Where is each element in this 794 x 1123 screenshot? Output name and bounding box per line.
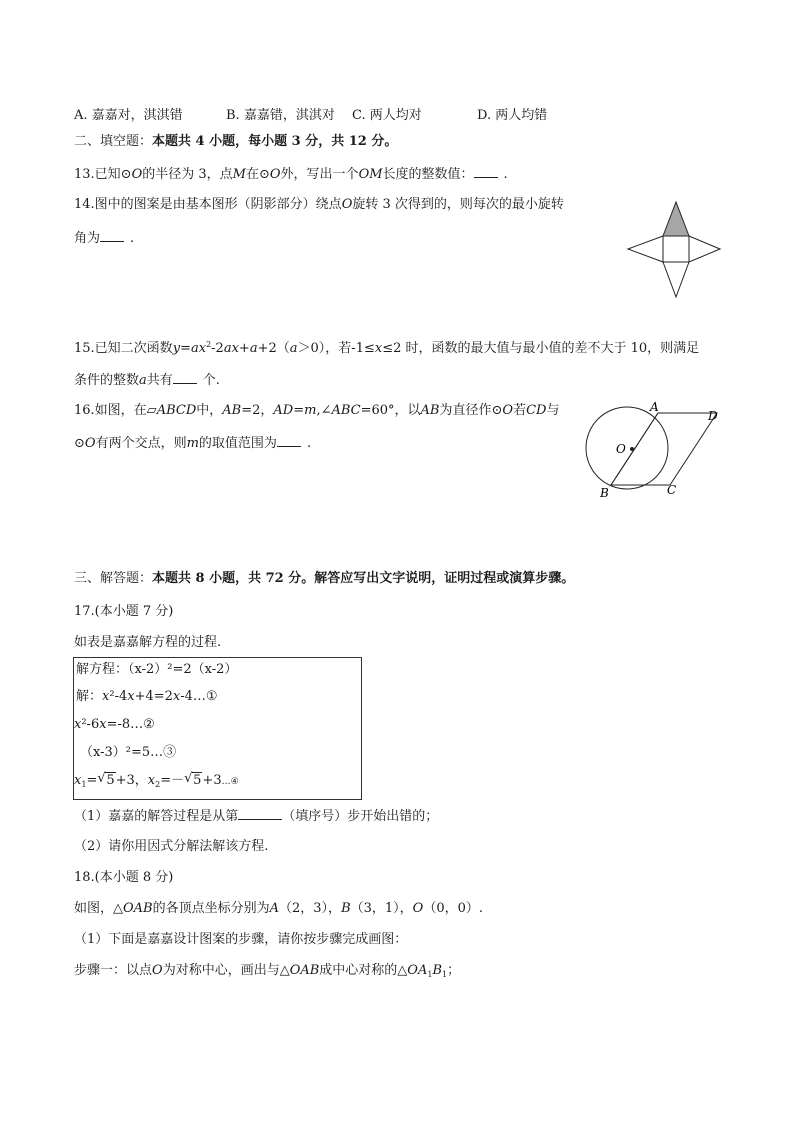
- q16-var: CD: [526, 403, 547, 418]
- label-c: C: [667, 483, 677, 497]
- q16-text: 中，: [196, 403, 223, 418]
- solution-var: x: [147, 773, 156, 788]
- solution-text: ²-6: [81, 717, 100, 732]
- q15-text: +: [238, 341, 250, 356]
- q15-var: a: [249, 341, 258, 356]
- q13-text: 外，写出一个: [280, 167, 359, 182]
- option-c: C. 两人均对: [352, 108, 422, 123]
- q18-text: （3，1），: [350, 901, 413, 916]
- section-2-prefix: 二、填空题：: [74, 134, 153, 149]
- q14-text: 旋转 3 次得到的，则每次的最小旋转: [352, 197, 564, 212]
- label-o: O: [616, 442, 626, 456]
- solution-var: x: [172, 689, 181, 704]
- q18-line-1: [74, 900, 483, 918]
- q15-var: y: [172, 341, 181, 356]
- q16-text: 与: [546, 403, 560, 418]
- center-square: [663, 236, 689, 262]
- q15-var: ax: [223, 341, 239, 356]
- solution-text: +4=2: [134, 689, 173, 704]
- q16-var: AB: [222, 403, 242, 418]
- q13-var: M: [232, 167, 246, 182]
- solution-text: …④: [221, 777, 239, 787]
- q15-text: 15.已知二次函数: [74, 341, 173, 356]
- solution-var: x: [127, 689, 135, 704]
- q16-var: ABCD: [156, 403, 197, 418]
- q16-end: .: [306, 436, 312, 451]
- answer-blank[interactable]: [474, 165, 498, 178]
- q18-text: ；: [447, 963, 461, 978]
- option-a: A. 嘉嘉对，淇淇错: [74, 108, 183, 123]
- q16-text: 的取值范围为: [198, 436, 277, 451]
- answer-blank[interactable]: [173, 371, 197, 384]
- q18-var: B: [432, 963, 442, 978]
- solution-line-5: [74, 772, 239, 791]
- question-14-line2: [74, 229, 134, 248]
- q18-text: （0，0）.: [423, 901, 484, 916]
- solution-text: =－: [160, 773, 185, 788]
- q16-text: 若: [513, 403, 527, 418]
- q17-part-2: （2）请你用因式分解法解该方程.: [74, 839, 269, 854]
- section-3-heading: [74, 570, 574, 588]
- q15-text: -2: [211, 341, 224, 356]
- q18-var: OA: [407, 963, 428, 978]
- solution-text: +3，: [115, 773, 148, 788]
- q15-sup: 2: [206, 340, 212, 349]
- q16-text: 16.如图，在▱: [74, 403, 157, 418]
- parallelogram-circle-figure: [584, 396, 728, 502]
- section-2-heading: [74, 133, 397, 151]
- q18-text: 为对称中心，画出与△: [162, 963, 290, 978]
- parallelogram-abcd: [611, 413, 717, 485]
- q18-sub: 1: [442, 970, 448, 979]
- q18-line-3: [74, 962, 460, 980]
- q17-text: （1）嘉嘉的解答过程是从第: [74, 809, 239, 824]
- question-15-line2: [74, 371, 220, 390]
- section-3-prefix: 三、解答题：: [74, 571, 153, 586]
- q18-text: 成中心对称的△: [319, 963, 408, 978]
- q16-var: AB: [420, 403, 440, 418]
- q15-var: a: [190, 341, 199, 356]
- q13-end: .: [503, 167, 508, 182]
- q15-text: 条件的整数: [74, 373, 140, 388]
- q18-text: 如图，△: [74, 901, 123, 916]
- sqrt-radicand: 5: [106, 773, 115, 788]
- label-a: A: [650, 400, 659, 414]
- q16-var: O: [502, 403, 514, 418]
- solution-text: +3: [202, 773, 222, 788]
- solution-sub: 1: [81, 780, 87, 789]
- section-2-desc: 本题共 4 小题，每小题 3 分，共 12 分。: [152, 134, 398, 149]
- q15-var: a: [139, 373, 147, 388]
- bottom-triangle: [663, 262, 689, 297]
- shaded-triangle: [663, 202, 689, 236]
- solution-var: x: [102, 689, 110, 704]
- q13-text: 在⊙: [245, 167, 270, 182]
- solution-text: ²-4: [109, 689, 128, 704]
- question-15: [74, 340, 699, 358]
- q18-var: O: [412, 901, 424, 916]
- rotation-pattern-figure: [626, 198, 722, 300]
- solution-var: x: [74, 773, 82, 788]
- solution-var: x: [74, 717, 82, 732]
- q14-text: 角为: [74, 231, 101, 246]
- solution-text: -4…①: [180, 689, 218, 704]
- q13-text: 13.已知⊙: [74, 167, 132, 182]
- q17-intro: 如表是嘉嘉解方程的过程.: [74, 635, 222, 650]
- q15-text: ≤2 时，函数的最大值与最小值的差不大于 10，则满足: [382, 341, 700, 356]
- q18-sub: 1: [427, 970, 433, 979]
- q18-text: 步骤一：以点: [74, 963, 153, 978]
- question-16: [74, 402, 559, 420]
- solution-line-3: [74, 716, 155, 734]
- question-14: [74, 196, 564, 214]
- q18-text: （2，3），: [279, 901, 342, 916]
- q13-var: OM: [358, 167, 383, 182]
- q14-end: .: [130, 231, 135, 246]
- solution-line-1: 解方程：（x-2）²=2（x-2）: [76, 662, 238, 677]
- question-16-line2: [74, 434, 311, 453]
- q17-part-1: [74, 807, 438, 826]
- q16-var: m: [304, 403, 317, 418]
- q18-var: O: [152, 963, 163, 978]
- sqrt-radicand: 5: [193, 773, 202, 788]
- q16-var: m: [186, 436, 199, 451]
- q18-header: 18.(本小题 8 分): [74, 870, 174, 885]
- option-b: B. 嘉嘉错，淇淇对: [226, 108, 335, 123]
- sqrt-symbol: √ 5: [97, 771, 115, 788]
- q16-var: O: [84, 436, 96, 451]
- left-triangle: [628, 236, 663, 262]
- solution-text: =: [86, 773, 98, 788]
- q17-header: 17.(本小题 7 分): [74, 604, 174, 619]
- q13-var: O: [269, 167, 281, 182]
- right-triangle: [689, 236, 720, 262]
- center-point-o: [630, 447, 634, 451]
- q18-var: A: [269, 901, 280, 916]
- q13-text: 的半径为 3，点: [142, 167, 233, 182]
- q15-text: ＞0），若-1≤: [297, 341, 375, 356]
- q16-text: =60°，以: [360, 403, 421, 418]
- label-b: B: [600, 486, 609, 500]
- circle-o: [586, 407, 668, 489]
- sqrt-symbol: √ 5: [184, 771, 202, 788]
- q18-var: OAB: [289, 963, 320, 978]
- solution-text: 解：: [76, 689, 103, 704]
- q15-var: x: [374, 341, 383, 356]
- option-d: D. 两人均错: [477, 108, 548, 123]
- solution-var: x: [99, 717, 107, 732]
- q16-text: ,∠: [316, 403, 332, 418]
- q17-text: （填序号）步开始出错的；: [282, 809, 439, 824]
- solution-sub: 2: [155, 780, 161, 789]
- q16-text: 为直径作⊙: [439, 403, 503, 418]
- q18-var: B: [341, 901, 351, 916]
- q16-var: ABC: [331, 403, 361, 418]
- answer-blank[interactable]: [100, 229, 124, 242]
- q15-text: 个.: [202, 373, 220, 388]
- solution-line-4: （x-3）²=5…③: [80, 745, 177, 760]
- q16-text: 有两个交点，则: [95, 436, 187, 451]
- q15-text: 共有: [146, 373, 173, 388]
- q14-text: 14.图中的图案是由基本图形（阴影部分）绕点: [74, 197, 342, 212]
- q13-text: 长度的整数值：: [382, 167, 474, 182]
- q15-text: +2（: [257, 341, 290, 356]
- q18-line-2: （1）下面是嘉嘉设计图案的步骤，请你按步骤完成画图：: [74, 932, 408, 947]
- q15-var: x: [198, 341, 207, 356]
- q16-text: =: [293, 403, 305, 418]
- question-13: [74, 165, 508, 184]
- answer-blank[interactable]: [277, 434, 301, 447]
- q16-var: AD: [273, 403, 294, 418]
- solution-line-2: [76, 688, 218, 706]
- section-3-desc: 本题共 8 小题，共 72 分。解答应写出文字说明，证明过程或演算步骤。: [152, 571, 575, 586]
- q18-var: OAB: [123, 901, 153, 916]
- q15-text: =: [180, 341, 191, 356]
- q15-var: a: [289, 341, 298, 356]
- q14-var: O: [341, 197, 353, 212]
- q16-text: =2，: [241, 403, 274, 418]
- solution-text: =-8…②: [106, 717, 155, 732]
- label-d: D: [708, 409, 718, 423]
- q13-var: O: [131, 167, 143, 182]
- answer-blank[interactable]: [238, 807, 282, 820]
- q18-text: 的各顶点坐标分别为: [152, 901, 270, 916]
- q16-text: ⊙: [74, 436, 85, 451]
